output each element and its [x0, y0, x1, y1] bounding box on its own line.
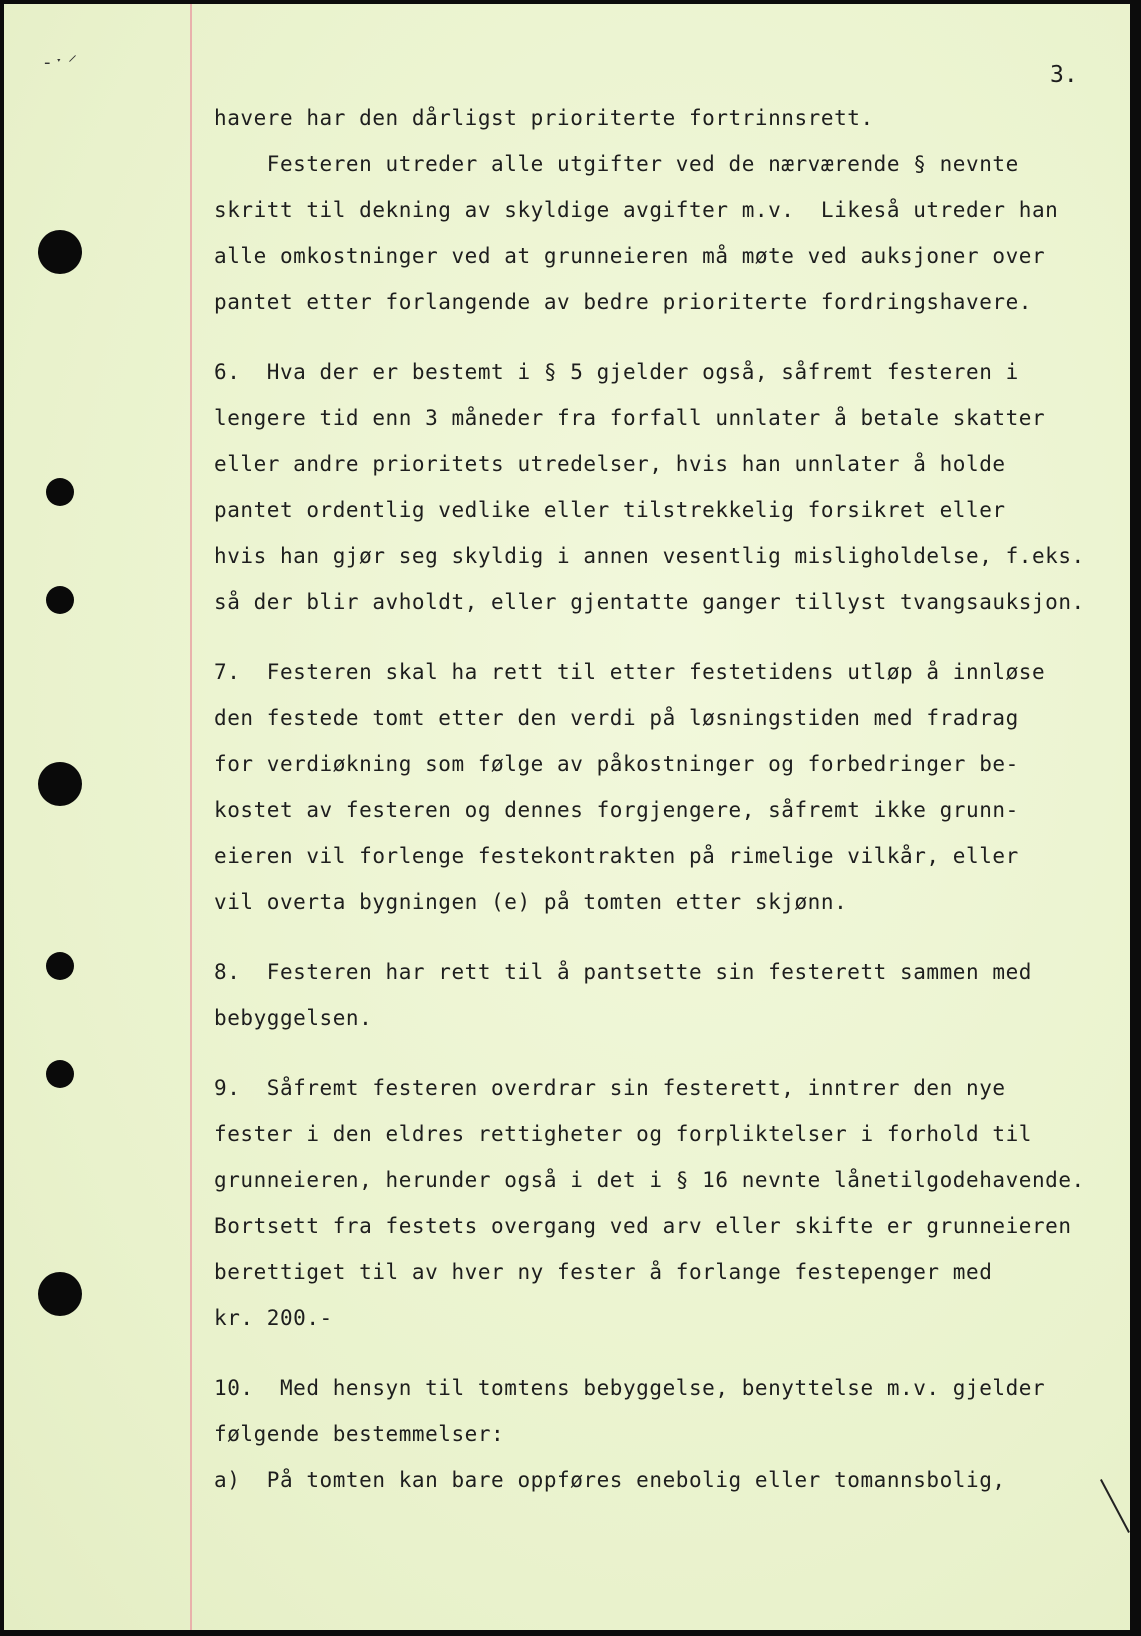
- punch-hole-5: [46, 952, 74, 980]
- corner-marks-decoration: ‐ ˑ ⸍: [44, 52, 78, 73]
- text-line: kostet av festeren og dennes forgjengere, såfremt ikke grunn-: [214, 798, 1019, 822]
- text-line: berettiget til av hver ny fester å forlange festepenger med: [214, 1260, 993, 1284]
- text-line: 6. Hva der er bestemt i § 5 gjelder også, såfremt festeren i: [214, 360, 1019, 384]
- text-line: kr. 200.-: [214, 1306, 333, 1330]
- text-line: eller andre prioritets utredelser, hvis han unnlater å holde: [214, 452, 1006, 476]
- text-line: hvis han gjør seg skyldig i annen vesentlig misligholdelse, f.eks.: [214, 544, 1085, 568]
- text-line: bebyggelsen.: [214, 1006, 373, 1030]
- punch-hole-1: [38, 230, 82, 274]
- text-line: 10. Med hensyn til tomtens bebyggelse, benyttelse m.v. gjelder: [214, 1376, 1046, 1400]
- text-line: fester i den eldres rettigheter og forpliktelser i forhold til: [214, 1122, 1032, 1146]
- punch-hole-7: [38, 1272, 82, 1316]
- page-number: 3.: [1050, 62, 1078, 88]
- punch-hole-4: [38, 762, 82, 806]
- text-line: Festeren utreder alle utgifter ved de nærværende § nevnte: [214, 152, 1019, 176]
- text-line: for verdiøkning som følge av påkostninger og forbedringer be-: [214, 752, 1019, 776]
- text-line: a) På tomten kan bare oppføres enebolig eller tomannsbolig,: [214, 1468, 1006, 1492]
- text-line: 8. Festeren har rett til å pantsette sin festerett sammen med: [214, 960, 1032, 984]
- text-line: havere har den dårligst prioriterte fortrinnsrett.: [214, 106, 874, 130]
- text-line: skritt til dekning av skyldige avgifter m.v. Likeså utreder han: [214, 198, 1059, 222]
- margin-rule: [190, 4, 192, 1630]
- text-line: pantet ordentlig vedlike eller tilstrekkelig forsikret eller: [214, 498, 1006, 522]
- text-line: alle omkostninger ved at grunneieren må møte ved auksjoner over: [214, 244, 1046, 268]
- text-line: den festede tomt etter den verdi på løsningstiden med fradrag: [214, 706, 1019, 730]
- punch-hole-3: [46, 586, 74, 614]
- text-line: Bortsett fra festets overgang ved arv eller skifte er grunneieren: [214, 1214, 1072, 1238]
- text-line: følgende bestemmelser:: [214, 1422, 505, 1446]
- text-line: lengere tid enn 3 måneder fra forfall unnlater å betale skatter: [214, 406, 1046, 430]
- text-line: 9. Såfremt festeren overdrar sin festerett, inntrer den nye: [214, 1076, 1006, 1100]
- punch-hole-2: [46, 478, 74, 506]
- text-line: så der blir avholdt, eller gjentatte ganger tillyst tvangsauksjon.: [214, 590, 1085, 614]
- text-line: 7. Festeren skal ha rett til etter festetidens utløp å innløse: [214, 660, 1046, 684]
- text-line: eieren vil forlenge festekontrakten på rimelige vilkår, eller: [214, 844, 1019, 868]
- text-line: vil overta bygningen (e) på tomten etter skjønn.: [214, 890, 848, 914]
- text-line: grunneieren, herunder også i det i § 16 nevnte lånetilgodehavende.: [214, 1168, 1085, 1192]
- document-page: [4, 4, 1130, 1630]
- text-line: pantet etter forlangende av bedre prioriterte fordringshavere.: [214, 290, 1032, 314]
- pen-stroke-mark: [1100, 1479, 1130, 1533]
- punch-hole-6: [46, 1060, 74, 1088]
